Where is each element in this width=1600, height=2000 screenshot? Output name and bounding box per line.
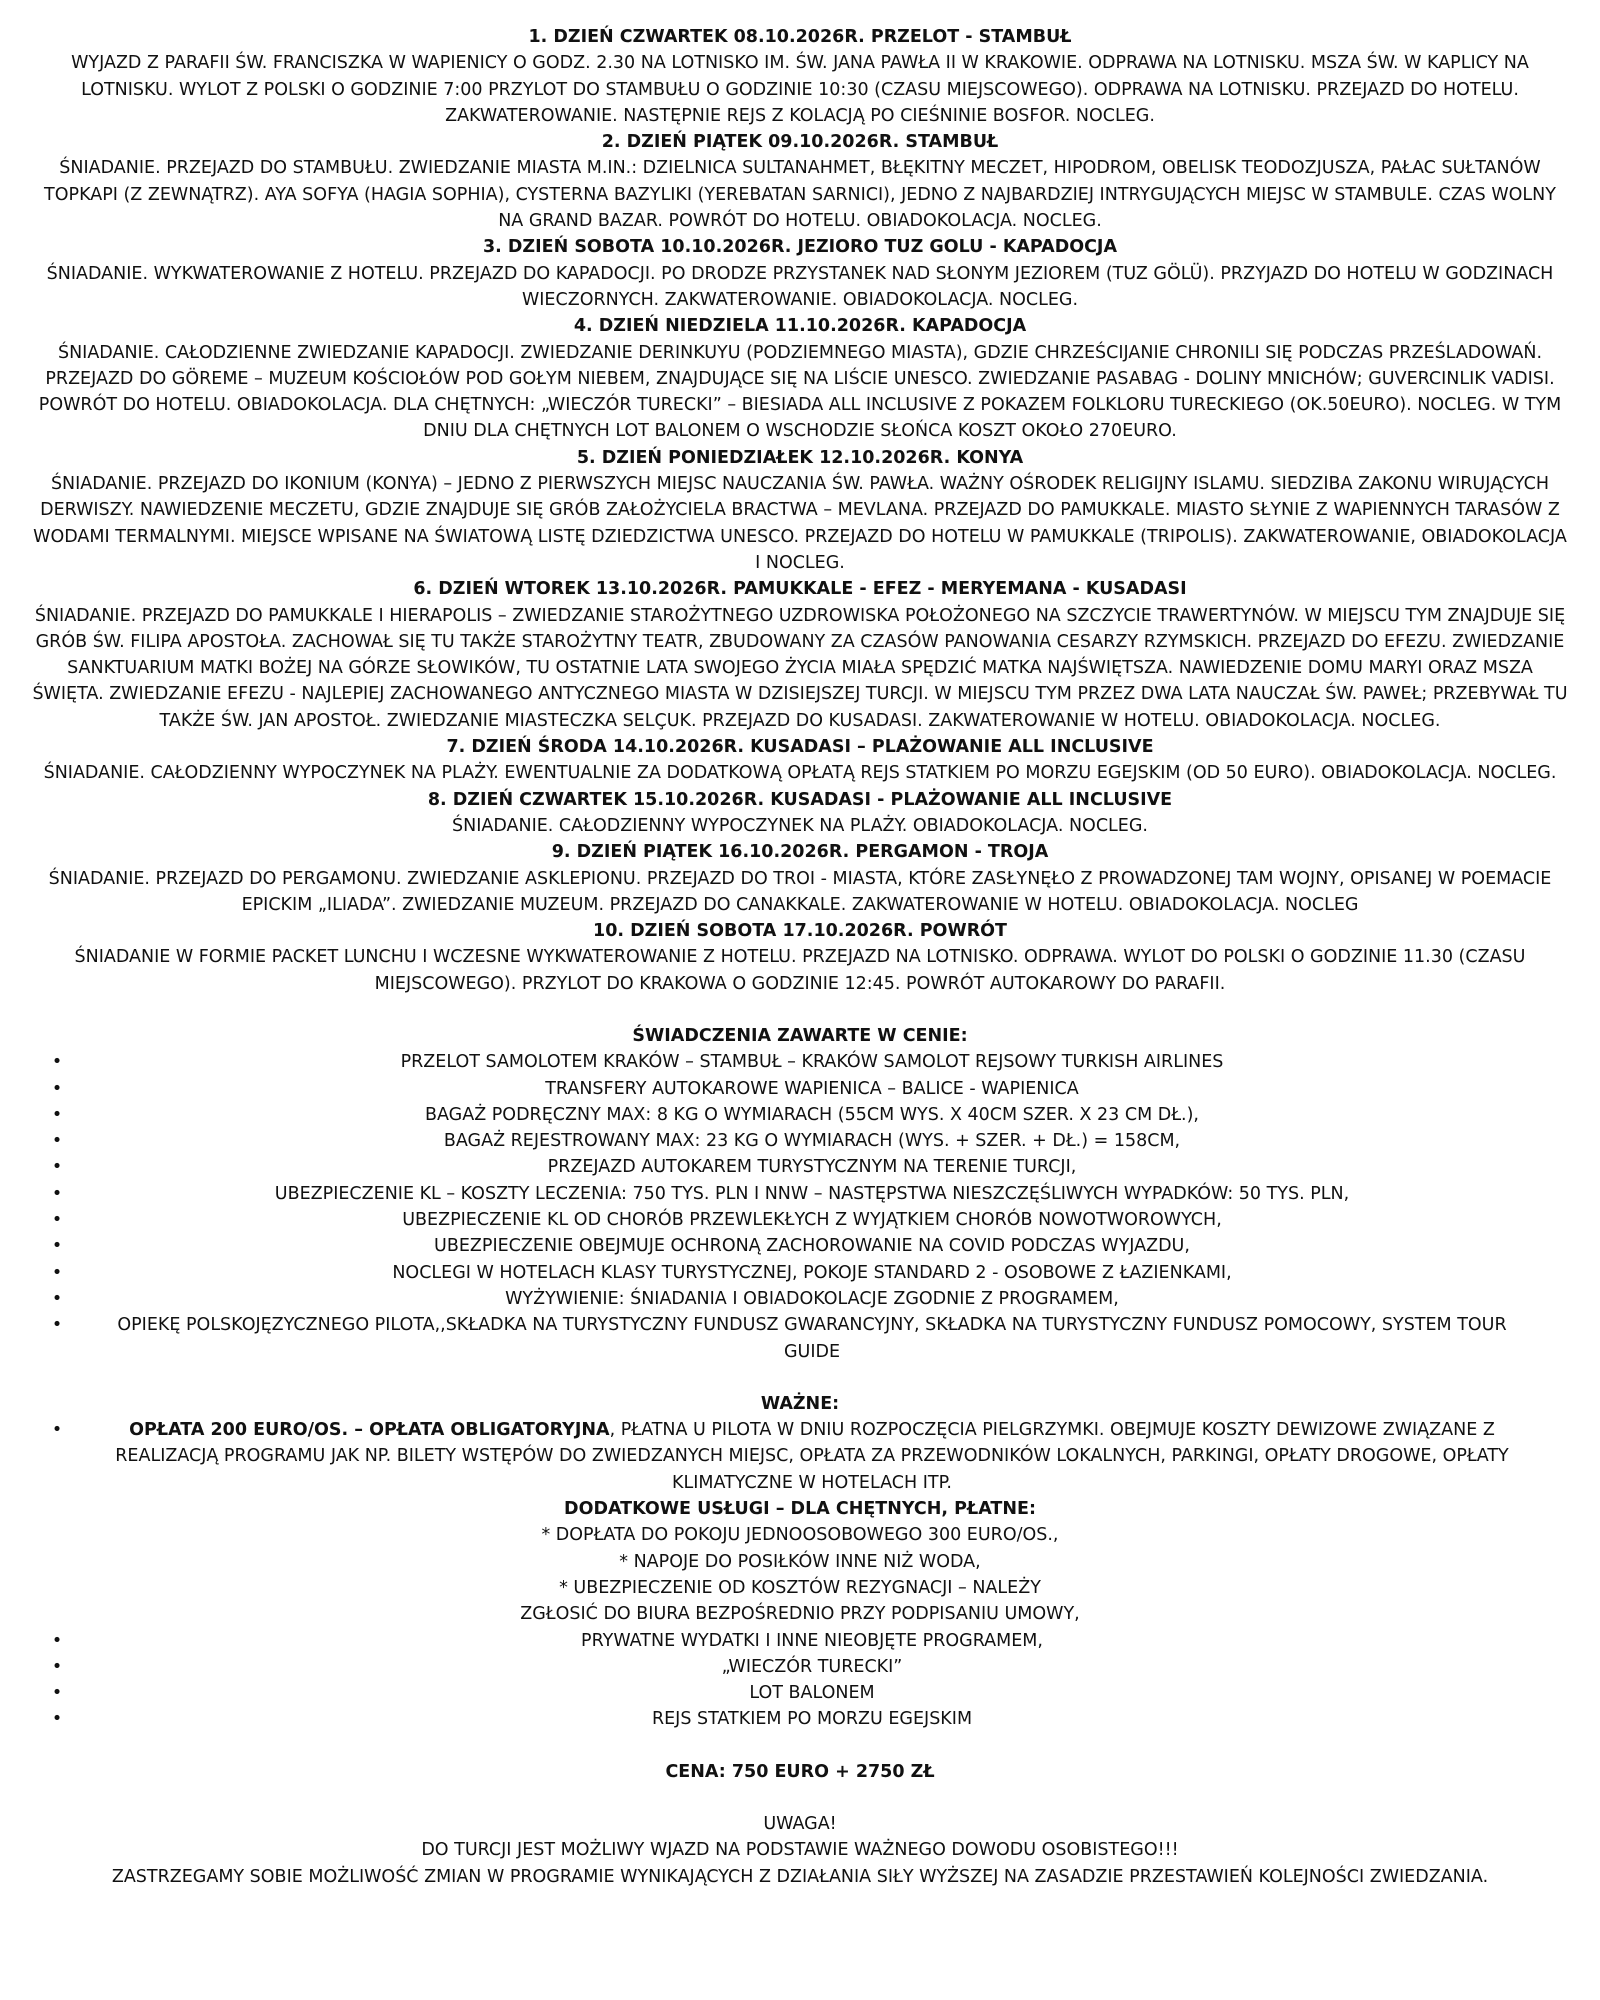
day-section [30,24,1570,129]
list-item [30,1312,1570,1365]
important-section [30,1391,1570,1496]
day-title: 3. DZIEŃ SOBOTA 10.10.2026R. JEZIORO TUZ GOLU - KAPADOCJA [482,237,1117,258]
day-section [30,576,1570,734]
included-list [30,1049,1570,1365]
day-description: ŚNIADANIE W FORMIE PACKET LUNCHU I WCZESNE WYKWATEROWANIE Z HOTELU. PRZEJAZD NA LOTNISKO. ODPRAWA. WYLOT DO POLSKI O GODZINIE 11.30 (CZASU MIEJSCOWEGO). PRZYLOT DO KRAKOWA O GODZINIE 12:45. POWRÓT AUTOKAROWY DO PARAFII. [74,947,1526,994]
bullet-icon: • [51,1262,63,1283]
bullet-icon: • [51,1683,63,1704]
spacer [30,997,1570,1023]
bullet-icon: • [51,1630,63,1651]
day-description: ŚNIADANIE. PRZEJAZD DO PERGAMONU. ZWIEDZANIE ASKLEPIONU. PRZEJAZD DO TROI - MIASTA, KTÓRE ZASŁYNĘŁO Z PROWADZONEJ TAM WOJNY, OPISANEJ W POEMACIE EPICKIM „ILIADA”. ZWIEDZANIE MUZEUM. PRZEJAZD DO CANAKKALE. ZAKWATEROWANIE W HOTELU. OBIADOKOLACJA. NOCLEG [48,868,1552,915]
day-title: 1. DZIEŃ CZWARTEK 08.10.2026R. PRZELOT - STAMBUŁ [528,27,1072,47]
bullet-icon: • [51,1288,63,1309]
spacer [30,1785,1570,1811]
list-item [30,1654,1570,1680]
day-description: ŚNIADANIE. PRZEJAZD DO PAMUKKALE I HIERAPOLIS – ZWIEDZANIE STAROŻYTNEGO UZDROWISKA POŁOŻONEGO NA SZCZYCIE TRAWERTYNÓW. W MIEJSCU TYM ZNAJDUJE SIĘ GRÓB ŚW. FILIPA APOSTOŁA. ZACHOWAŁ SIĘ TU TAKŻE STAROŻYTNY TEATR, ZBUDOWANY ZA CZASÓW PANOWANIA CESARZY RZYMSKICH. PRZEJAZD DO EFEZU. ZWIEDZANIE SANKTUARIUM MATKI BOŻEJ NA GÓRZE SŁOWIKÓW, TU OSTATNIE LATA SWOJEGO ŻYCIA MIAŁA SPĘDZIĆ MATKA NAJŚWIĘTSZA. NAWIEDZENIE DOMU MARYI ORAZ MSZA ŚWIĘTA. ZWIEDZANIE EFEZU - NAJLEPIEJ ZACHOWANEGO ANTYCZNEGO MIASTA W DZISIEJSZEJ TURCJI. W MIEJSCU TYM PRZEZ DWA LATA NAUCZAŁ ŚW. PAWEŁ; PRZEBYWAŁ TU TAKŻE ŚW. JAN APOSTOŁ. ZWIEDZANIE MIASTECZKA SELÇUK. PRZEJAZD DO KUSADASI. ZAKWATEROWANIE W HOTELU. OBIADOKOLACJA. NOCLEG. [32,605,1568,731]
bullet-icon: • [51,1052,63,1073]
spacer [30,1365,1570,1391]
day-section [30,787,1570,840]
list-item [30,1233,1570,1259]
day-title: 5. DZIEŃ PONIEDZIAŁEK 12.10.2026R. KONYA [576,447,1024,468]
list-item [30,1286,1570,1312]
extras-line: ZGŁOSIĆ DO BIURA BEZPOŚREDNIO PRZY PODPISANIU UMOWY, [520,1604,1080,1625]
extras-list [30,1628,1570,1733]
day-title: 6. DZIEŃ WTOREK 13.10.2026R. PAMUKKALE - EFEZ - MERYEMANA - KUSADASI [413,579,1187,600]
bullet-icon: • [51,1183,63,1204]
day-description: ŚNIADANIE. PRZEJAZD DO STAMBUŁU. ZWIEDZANIE MIASTA M.IN.: DZIELNICA SULTANAHMET, BŁĘKITNY MECZET, HIPODROM, OBELISK TEODOZJUSZA, PAŁAC SUŁTANÓW TOPKAPI (Z ZEWNĄTRZ). AYA SOFYA (HAGIA SOPHIA), CYSTERNA BAZYLIKI (YEREBATAN SARNICI), JEDNO Z NAJBARDZIEJ INTRYGUJĄCYCH MIEJSC W STAMBULE. CZAS WOLNY NA GRAND BAZAR. POWRÓT DO HOTELU. OBIADOKOLACJA. NOCLEG. [44,158,1556,232]
extras-title: DODATKOWE USŁUGI – DLA CHĘTNYCH, PŁATNE: [564,1499,1036,1520]
list-item [30,1207,1570,1233]
day-section [30,734,1570,787]
list-item [30,1076,1570,1102]
included-section [30,1023,1570,1365]
list-item [30,1417,1570,1496]
extras-line: * DOPŁATA DO POKOJU JEDNOOSOBOWEGO 300 EURO/OS., [541,1525,1059,1546]
included-title: ŚWIADCZENIA ZAWARTE W CENIE: [632,1025,968,1046]
list-item-text: PRZELOT SAMOLOTEM KRAKÓW – STAMBUŁ – KRAKÓW SAMOLOT REJSOWY TURKISH AIRLINES [400,1052,1224,1073]
day-title: 8. DZIEŃ CZWARTEK 15.10.2026R. KUSADASI - PLAŻOWANIE ALL INCLUSIVE [427,789,1173,810]
important-list [30,1417,1570,1496]
day-title: 2. DZIEŃ PIĄTEK 09.10.2026R. STAMBUŁ [601,132,999,153]
day-section [30,234,1570,313]
list-item-text: BAGAŻ REJESTROWANY MAX: 23 KG O WYMIARACH (WYS. + SZER. + DŁ.) = 158CM, [443,1131,1181,1152]
day-title: 4. DZIEŃ NIEDZIELA 11.10.2026R. KAPADOCJA [573,316,1027,337]
itinerary [30,24,1570,997]
day-section [30,313,1570,444]
list-item-text: OPIEKĘ POLSKOJĘZYCZNEGO PILOTA,,SKŁADKA NA TURYSTYCZNY FUNDUSZ GWARANCYJNY, SKŁADKA NA TURYSTYCZNY FUNDUSZ POMOCOWY, SYSTEM TOUR GUIDE [117,1315,1507,1362]
day-title: 10. DZIEŃ SOBOTA 17.10.2026R. POWRÓT [593,921,1007,942]
list-item-text: REJS STATKIEM PO MORZU EGEJSKIM [651,1709,973,1730]
day-title: 9. DZIEŃ PIĄTEK 16.10.2026R. PERGAMON - TROJA [551,842,1049,863]
bullet-icon: • [51,1131,63,1152]
price: CENA: 750 EURO + 2750 ZŁ [665,1761,935,1782]
list-item-text: BAGAŻ PODRĘCZNY MAX: 8 KG O WYMIARACH (55CM WYS. X 40CM SZER. X 23 CM DŁ.), [425,1104,1199,1125]
day-title: 7. DZIEŃ ŚRODA 14.10.2026R. KUSADASI – PLAŻOWANIE ALL INCLUSIVE [446,737,1154,758]
bullet-icon: • [51,1656,63,1677]
day-section [30,445,1570,576]
list-item-text: NOCLEGI W HOTELACH KLASY TURYSTYCZNEJ, POKOJE STANDARD 2 - OSOBOWE Z ŁAZIENKAMI, [392,1262,1232,1283]
day-section [30,129,1570,234]
notice-title: UWAGA! [763,1814,837,1834]
extras-line: * UBEZPIECZENIE OD KOSZTÓW REZYGNACJI – NALEŻY [559,1577,1041,1598]
list-item-text: UBEZPIECZENIE OBEJMUJE OCHRONĄ ZACHOROWANIE NA COVID PODCZAS WYJAZDU, [434,1236,1190,1257]
spacer [30,1733,1570,1759]
list-item-text: UBEZPIECZENIE KL – KOSZTY LECZENIA: 750 TYS. PLN I NNW – NASTĘPSTWA NIESZCZĘŚLIWYCH WYPADKÓW: 50 TYS. PLN, [274,1183,1350,1204]
bullet-icon: • [51,1420,63,1441]
notice-line: DO TURCJI JEST MOŻLIWY WJAZD NA PODSTAWIE WAŻNEGO DOWODU OSOBISTEGO!!! [421,1840,1179,1861]
important-title: WAŻNE: [760,1393,840,1414]
bullet-icon: • [51,1157,63,1178]
mandatory-fee-details: , PŁATNA U PILOTA W DNIU ROZPOCZĘCIA PIELGRZYMKI. OBEJMUJE KOSZTY DEWIZOWE ZWIĄZANE Z REALIZACJĄ PROGRAMU JAK NP. BILETY WSTĘPÓW DO ZWIEDZANYCH MIEJSC, OPŁATA ZA PRZEWODNIKÓW LOKALNYCH, PARKINGI, OPŁATY DROGOWE, OPŁATY KLIMATYCZNE W HOTELACH ITP. [115,1420,1509,1493]
bullet-icon: • [51,1236,63,1257]
list-item [30,1260,1570,1286]
bullet-icon: • [51,1315,63,1336]
mandatory-fee: OPŁATA 200 EURO/OS. – OPŁATA OBLIGATORYJNA [129,1420,610,1441]
day-section [30,839,1570,918]
list-item [30,1706,1570,1732]
list-item [30,1154,1570,1180]
list-item-text: WYŻYWIENIE: ŚNIADANIA I OBIADOKOLACJE ZGODNIE Z PROGRAMEM, [505,1288,1119,1309]
extras-section [30,1496,1570,1733]
list-item-text: PRYWATNE WYDATKI I INNE NIEOBJĘTE PROGRAMEM, [581,1630,1043,1651]
list-item-text: PRZEJAZD AUTOKAREM TURYSTYCZNYM NA TERENIE TURCJI, [547,1157,1077,1178]
bullet-icon: • [51,1078,63,1099]
day-description: ŚNIADANIE. CAŁODZIENNE ZWIEDZANIE KAPADOCJI. ZWIEDZANIE DERINKUYU (PODZIEMNEGO MIASTA), GDZIE CHRZEŚCIJANIE CHRONILI SIĘ PODCZAS PRZEŚLADOWAŃ. PRZEJAZD DO GÖREME – MUZEUM KOŚCIOŁÓW POD GOŁYM NIEBEM, ZNAJDUJĄCE SIĘ NA LIŚCIE UNESCO. ZWIEDZANIE PASABAG - DOLINY MNICHÓW; GUVERCINLIK VADISI. POWRÓT DO HOTELU. OBIADOKOLACJA. DLA CHĘTNYCH: „WIECZÓR TURECKI” – BIESIADA ALL INCLUSIVE Z POKAZEM FOLKLORU TURECKIEGO (OK.50EURO). NOCLEG. W TYM DNIU DLA CHĘTNYCH LOT BALONEM O WSCHODZIE SŁOŃCA KOSZT OKOŁO 270EURO. [38,342,1562,442]
list-item [30,1628,1570,1654]
bullet-icon: • [51,1104,63,1125]
list-item [30,1102,1570,1128]
document-page [30,0,1570,1990]
day-description: ŚNIADANIE. CAŁODZIENNY WYPOCZYNEK NA PLAŻY. EWENTUALNIE ZA DODATKOWĄ OPŁATĄ REJS STATKIEM PO MORZU EGEJSKIM (OD 50 EURO). OBIADOKOLACJA. NOCLEG. [43,763,1557,784]
list-item [30,1680,1570,1706]
bullet-icon: • [51,1709,63,1730]
list-item-text: LOT BALONEM [749,1683,875,1704]
list-item [30,1181,1570,1207]
list-item [30,1128,1570,1154]
day-description: WYJAZD Z PARAFII ŚW. FRANCISZKA W WAPIENICY O GODZ. 2.30 NA LOTNISKO IM. ŚW. JANA PAWŁA II W KRAKOWIE. ODPRAWA NA LOTNISKU. MSZA ŚW. W KAPLICY NA LOTNISKU. WYLOT Z POLSKI O GODZINIE 7:00 PRZYLOT DO STAMBUŁU O GODZINIE 10:30 (CZASU MIEJSCOWEGO). ODPRAWA NA LOTNISKU. PRZEJAZD DO HOTELU. ZAKWATEROWANIE. NASTĘPNIE REJS Z KOLACJĄ PO CIEŚNINIE BOSFOR. NOCLEG. [71,53,1529,126]
list-item-text: TRANSFERY AUTOKAROWE WAPIENICA – BALICE - WAPIENICA [545,1078,1079,1099]
extras-line: * NAPOJE DO POSIŁKÓW INNE NIŻ WODA, [619,1551,981,1572]
day-description: ŚNIADANIE. CAŁODZIENNY WYPOCZYNEK NA PLAŻY. OBIADOKOLACJA. NOCLEG. [452,815,1148,836]
day-description: ŚNIADANIE. PRZEJAZD DO IKONIUM (KONYA) – JEDNO Z PIERWSZYCH MIEJSC NAUCZANIA ŚW. PAWŁA. WAŻNY OŚRODEK RELIGIJNY ISLAMU. SIEDZIBA ZAKONU WIRUJĄCYCH DERWISZY. NAWIEDZENIE MECZETU, GDZIE ZNAJDUJE SIĘ GRÓB ZAŁOŻYCIELA BRACTWA – MEVLANA. PRZEJAZD DO PAMUKKALE. MIASTO SŁYNIE Z WAPIENNYCH TARASÓW Z WODAMI TERMALNYMI. MIEJSCE WPISANE NA ŚWIATOWĄ LISTĘ DZIEDZICTWA UNESCO. PRZEJAZD DO HOTELU W PAMUKKALE (TRIPOLIS). ZAKWATEROWANIE, OBIADOKOLACJA I NOCLEG. [33,474,1567,573]
notice-line: ZASTRZEGAMY SOBIE MOŻLIWOŚĆ ZMIAN W PROGRAMIE WYNIKAJĄCYCH Z DZIAŁANIA SIŁY WYŻSZEJ NA ZASADZIE PRZESTAWIEŃ KOLEJNOŚCI ZWIEDZANIA. [111,1866,1489,1887]
list-item [30,1049,1570,1075]
bullet-icon: • [51,1210,63,1231]
list-item-text: „WIECZÓR TURECKI” [721,1656,903,1677]
day-description: ŚNIADANIE. WYKWATEROWANIE Z HOTELU. PRZEJAZD DO KAPADOCJI. PO DRODZE PRZYSTANEK NAD SŁONYM JEZIOREM (TUZ GÖLÜ). PRZYJAZD DO HOTELU W GODZINACH WIECZORNYCH. ZAKWATEROWANIE. OBIADOKOLACJA. NOCLEG. [46,263,1554,310]
list-item-text: UBEZPIECZENIE KL OD CHORÓB PRZEWLEKŁYCH Z WYJĄTKIEM CHORÓB NOWOTWOROWYCH, [402,1210,1222,1231]
notice-section [30,1811,1570,1890]
day-section [30,918,1570,997]
